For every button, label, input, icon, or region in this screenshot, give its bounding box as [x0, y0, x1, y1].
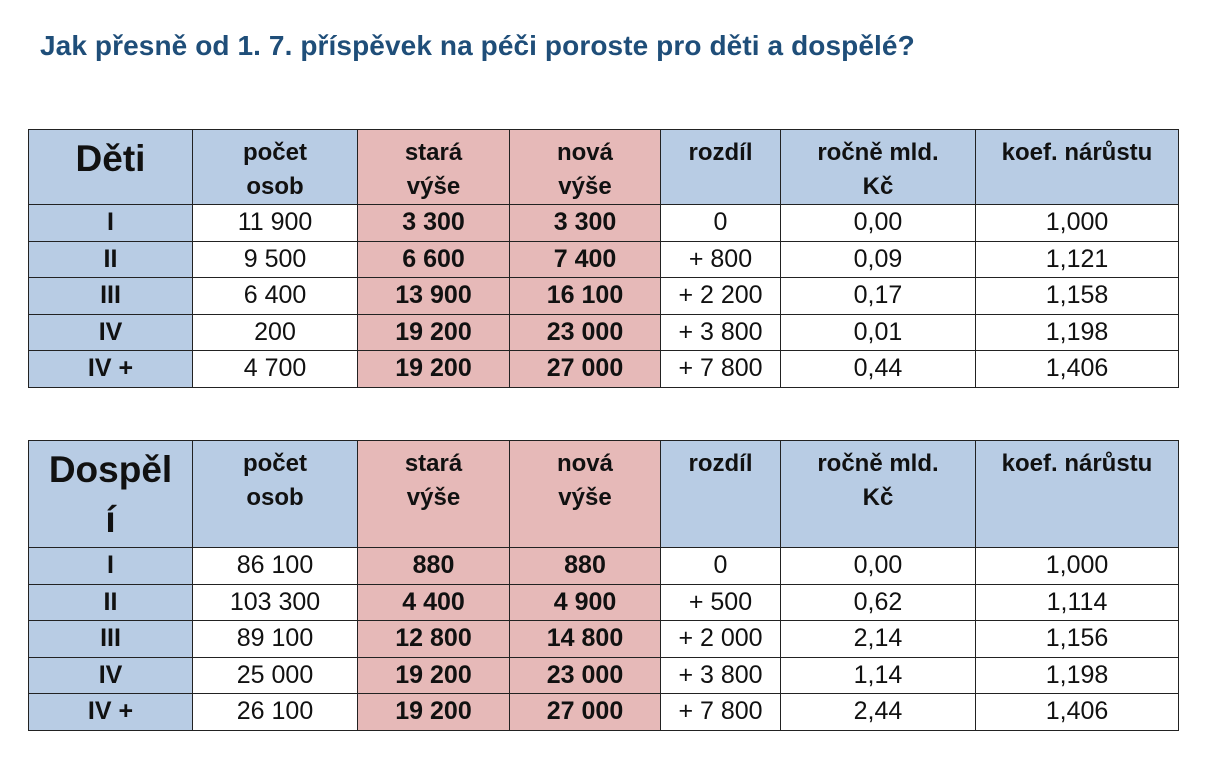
- col-header-stara: [358, 130, 510, 205]
- cell-rozdil: + 500: [661, 584, 781, 621]
- cell-rocne: 0,62: [781, 584, 976, 621]
- cell-stara: 3 300: [358, 205, 510, 242]
- cell-nova: 27 000: [510, 694, 661, 731]
- cell-nova: 7 400: [510, 241, 661, 278]
- header-row: [29, 130, 1179, 205]
- table-label: Dospěl í: [29, 441, 193, 548]
- cell-koef: 1,000: [976, 548, 1179, 585]
- header-text: nová výše: [556, 450, 613, 511]
- table-row: [29, 657, 1179, 694]
- cell-stara: 13 900: [358, 278, 510, 315]
- col-header-nova: [510, 130, 661, 205]
- header-text: ročně mld. Kč: [817, 450, 939, 511]
- col-header-rozdil: [661, 130, 781, 205]
- cell-pocet: 25 000: [193, 657, 358, 694]
- cell-stara: 19 200: [358, 657, 510, 694]
- table-dospeli: [28, 440, 1179, 731]
- cell-rozdil: 0: [661, 205, 781, 242]
- cell-stara: 19 200: [358, 314, 510, 351]
- cell-stara: 19 200: [358, 351, 510, 388]
- cell-stara: 19 200: [358, 694, 510, 731]
- header-text: počet osob: [242, 450, 307, 511]
- cell-rocne: 1,14: [781, 657, 976, 694]
- col-header-rocne: [781, 130, 976, 205]
- table-row: [29, 548, 1179, 585]
- cell-koef: 1,114: [976, 584, 1179, 621]
- table-row: [29, 241, 1179, 278]
- cell-pocet: 4 700: [193, 351, 358, 388]
- cell-nova: 880: [510, 548, 661, 585]
- cell-rozdil: + 2 000: [661, 621, 781, 658]
- table-row: [29, 351, 1179, 388]
- table-row: [29, 205, 1179, 242]
- cell-stara: 6 600: [358, 241, 510, 278]
- cell-rocne: 2,44: [781, 694, 976, 731]
- cell-rocne: 0,44: [781, 351, 976, 388]
- cell-koef: 1,121: [976, 241, 1179, 278]
- cell-stara: 880: [358, 548, 510, 585]
- cell-rocne: 2,14: [781, 621, 976, 658]
- cell-rozdil: + 3 800: [661, 657, 781, 694]
- cell-pocet: 103 300: [193, 584, 358, 621]
- page-title: Jak přesně od 1. 7. příspěvek na péči poroste pro děti a dospělé?: [40, 30, 915, 61]
- cell-koef: 1,406: [976, 351, 1179, 388]
- cell-stara: 4 400: [358, 584, 510, 621]
- cell-pocet: 200: [193, 314, 358, 351]
- col-header-rocne: [781, 441, 976, 548]
- col-header-rozdil: [661, 441, 781, 548]
- cell-level: I: [29, 548, 193, 585]
- cell-rocne: 0,09: [781, 241, 976, 278]
- col-header-koef: [976, 441, 1179, 548]
- table-row: [29, 314, 1179, 351]
- col-header-koef: [976, 130, 1179, 205]
- cell-rozdil: + 7 800: [661, 694, 781, 731]
- cell-level: II: [29, 584, 193, 621]
- header-text: koef. nárůstu: [1001, 450, 1153, 477]
- cell-nova: 3 300: [510, 205, 661, 242]
- cell-level: IV: [29, 314, 193, 351]
- table-row: [29, 584, 1179, 621]
- header-text: nová výše: [556, 139, 613, 200]
- header-text: rozdíl: [688, 139, 753, 166]
- cell-level: IV +: [29, 694, 193, 731]
- cell-level: III: [29, 278, 193, 315]
- cell-nova: 23 000: [510, 314, 661, 351]
- header-text: počet osob: [242, 139, 307, 200]
- header-row: [29, 441, 1179, 548]
- cell-pocet: 9 500: [193, 241, 358, 278]
- cell-level: III: [29, 621, 193, 658]
- cell-rozdil: + 3 800: [661, 314, 781, 351]
- table-body: [29, 548, 1179, 731]
- table-body: [29, 205, 1179, 388]
- col-header-stara: [358, 441, 510, 548]
- table-row: [29, 621, 1179, 658]
- cell-nova: 27 000: [510, 351, 661, 388]
- col-header-nova: [510, 441, 661, 548]
- cell-rozdil: + 800: [661, 241, 781, 278]
- cell-rocne: 0,00: [781, 205, 976, 242]
- cell-level: IV +: [29, 351, 193, 388]
- cell-rozdil: + 2 200: [661, 278, 781, 315]
- cell-pocet: 11 900: [193, 205, 358, 242]
- cell-nova: 23 000: [510, 657, 661, 694]
- cell-stara: 12 800: [358, 621, 510, 658]
- cell-nova: 16 100: [510, 278, 661, 315]
- cell-level: I: [29, 205, 193, 242]
- cell-rozdil: 0: [661, 548, 781, 585]
- cell-rozdil: + 7 800: [661, 351, 781, 388]
- cell-nova: 4 900: [510, 584, 661, 621]
- cell-koef: 1,198: [976, 657, 1179, 694]
- cell-pocet: 86 100: [193, 548, 358, 585]
- cell-rocne: 0,17: [781, 278, 976, 315]
- col-header-pocet: [193, 441, 358, 548]
- cell-rocne: 0,01: [781, 314, 976, 351]
- cell-level: II: [29, 241, 193, 278]
- header-text: ročně mld. Kč: [817, 139, 939, 200]
- table-row: [29, 694, 1179, 731]
- header-text: koef. nárůstu: [1001, 139, 1153, 166]
- cell-pocet: 6 400: [193, 278, 358, 315]
- cell-koef: 1,158: [976, 278, 1179, 315]
- cell-rocne: 0,00: [781, 548, 976, 585]
- cell-nova: 14 800: [510, 621, 661, 658]
- cell-koef: 1,156: [976, 621, 1179, 658]
- cell-level: IV: [29, 657, 193, 694]
- cell-pocet: 89 100: [193, 621, 358, 658]
- header-text: stará výše: [404, 450, 463, 511]
- cell-koef: 1,198: [976, 314, 1179, 351]
- header-text: stará výše: [404, 139, 463, 200]
- cell-pocet: 26 100: [193, 694, 358, 731]
- table-row: [29, 278, 1179, 315]
- cell-koef: 1,406: [976, 694, 1179, 731]
- table-deti: [28, 129, 1179, 388]
- table-label: Děti: [29, 130, 193, 205]
- cell-koef: 1,000: [976, 205, 1179, 242]
- header-text: rozdíl: [688, 450, 753, 477]
- col-header-pocet: [193, 130, 358, 205]
